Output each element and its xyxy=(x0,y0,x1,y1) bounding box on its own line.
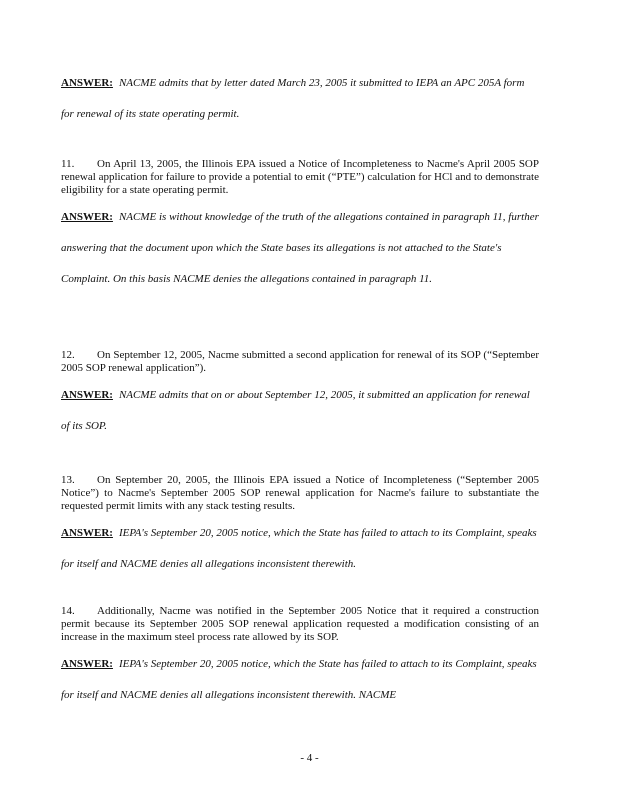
answer-label: ANSWER: xyxy=(61,77,113,89)
answer-text: IEPA's September 20, 2005 notice, which the State has failed to attach to its Complaint, speaks for itself and NACME denies all allegations inconsistent therewith. xyxy=(61,527,537,570)
answer-text: NACME admits that by letter dated March 23, 2005 it submitted to IEPA an APC 205A form for renewal of its state operating permit. xyxy=(61,77,525,120)
numbered-paragraph xyxy=(61,349,539,375)
paragraph-text: On September 12, 2005, Nacme submitted a second application for renewal of its SOP (“September 2005 SOP renewal application”). xyxy=(61,349,539,374)
answer-block xyxy=(61,68,539,130)
paragraph-number: 14. xyxy=(61,605,75,617)
paragraph-number: 11. xyxy=(61,158,75,170)
page-number: - 4 - xyxy=(300,752,319,764)
numbered-paragraph xyxy=(61,605,539,644)
numbered-paragraph xyxy=(61,474,539,513)
answer-label: ANSWER: xyxy=(61,527,113,539)
paragraph-text: On September 20, 2005, the Illinois EPA issued a Notice of Incompleteness (“September 2005 Notice”) to Nacme's September 2005 SOP renewal application for Nacme's failure to substantiate the requested permit limits with any stack testing results. xyxy=(61,474,539,512)
answer-label: ANSWER: xyxy=(61,389,113,401)
answer-label: ANSWER: xyxy=(61,211,113,223)
numbered-paragraph xyxy=(61,158,539,197)
paragraph-number: 13. xyxy=(61,474,75,486)
answer-text: IEPA's September 20, 2005 notice, which the State has failed to attach to its Complaint, speaks for itself and NACME denies all allegations inconsistent therewith. NACME xyxy=(61,658,537,701)
answer-text: NACME is without knowledge of the truth of the allegations contained in paragraph 11, further answering that the document upon which the State bases its allegations is not attached to the State's Complaint. On this basis NACME denies the allegations contained in paragraph 11. xyxy=(61,211,539,285)
answer-block xyxy=(61,202,539,295)
paragraph-text: On April 13, 2005, the Illinois EPA issued a Notice of Incompleteness to Nacme's April 2005 SOP renewal application for failure to provide a potential to emit (“PTE”) calculation for HCl and to demonstrate eligibility for a state operating permit. xyxy=(61,158,539,196)
answer-block xyxy=(61,649,539,711)
answer-block xyxy=(61,518,539,580)
answer-label: ANSWER: xyxy=(61,658,113,670)
answer-block xyxy=(61,380,539,442)
paragraph-text: Additionally, Nacme was notified in the September 2005 Notice that it required a construction permit because its September 2005 SOP renewal application requested a modification consisting of an increase in the maximum steel process rate allowed by its SOP. xyxy=(61,605,539,643)
answer-text: NACME admits that on or about September 12, 2005, it submitted an application for renewal of its SOP. xyxy=(61,389,530,432)
paragraph-number: 12. xyxy=(61,349,75,361)
